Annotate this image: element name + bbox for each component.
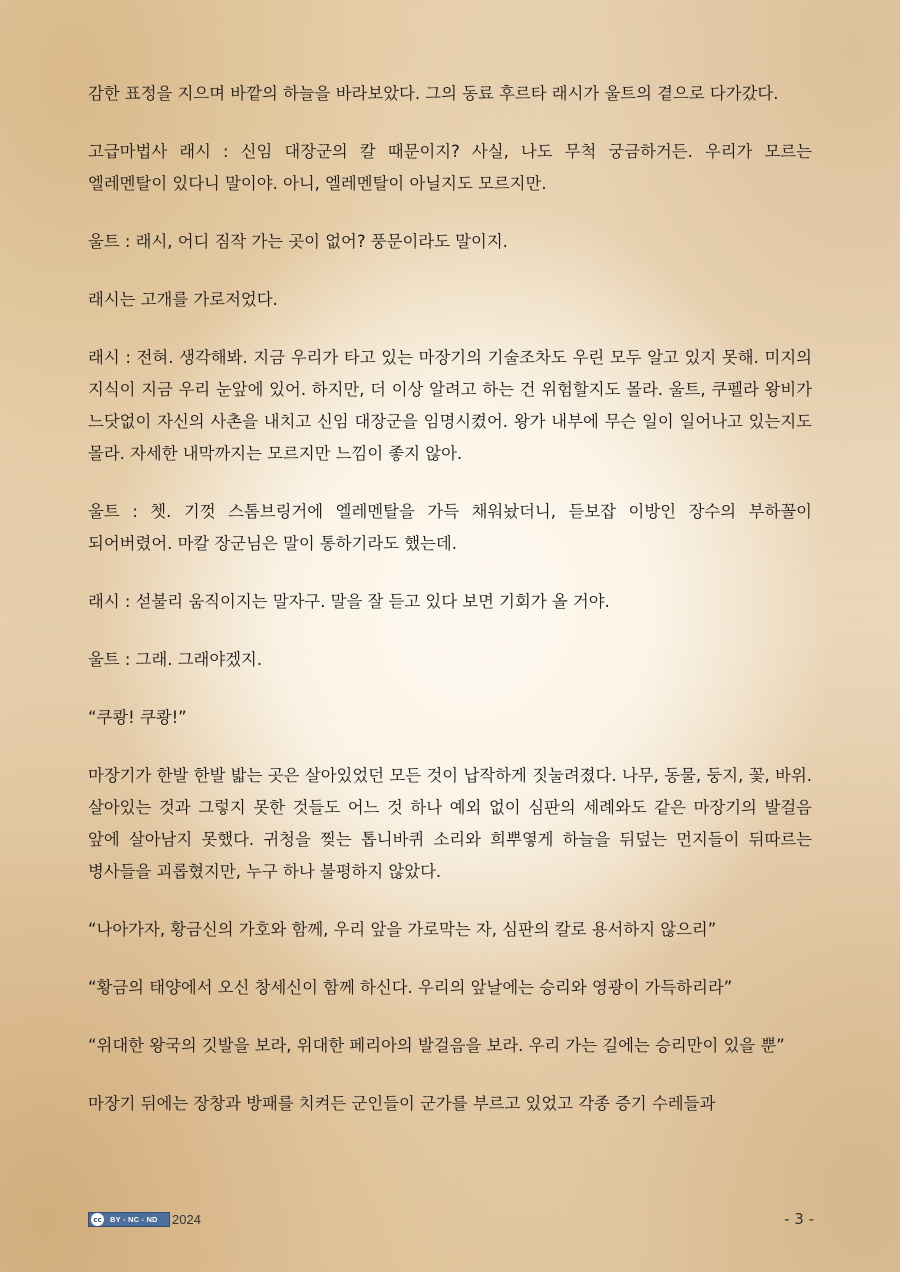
license-year: 2024: [172, 1212, 201, 1227]
paragraph-8: 울트 : 그래. 그래야겠지.: [88, 650, 263, 669]
paragraph-10: 마장기가 한발 한발 밟는 곳은 살아있었던 모든 것이 납작하게 짓눌려졌다. 나무, 동물, 둥지, 꽃, 바위. 살아있는 것과 그렇지 못한 것들도 어느 것 하나 예외 없이 심판의 세례와도 같은 마장기의 발걸음 앞에 살아남지 못했다. 귀청을 찢는 톱니바퀴 소리와 희뿌옇게 하늘을 뒤덮는 먼지들이 뒤따르는 병사들을 괴롭혔지만, 누구 하나 불평하지 않았다.: [88, 766, 812, 881]
paragraph-5: 래시 : 전혀. 생각해봐. 지금 우리가 타고 있는 마장기의 기술조차도 우린 모두 알고 있지 못해. 미지의 지식이 지금 우리 눈앞에 있어. 하지만, 더 이상 알려고 하는 건 위험할지도 몰라. 울트, 쿠펠라 왕비가 느닷없이 자신의 사촌을 내치고 신임 대장군을 임명시켰어. 왕가 내부에 무슨 일이 일어나고 있는지도 몰라. 자세한 내막까지는 모르지만 느낌이 좋지 않아.: [88, 348, 812, 463]
paragraph-11: “나아가자, 황금신의 가호와 함께, 우리 앞을 가로막는 자, 심판의 칼로 용서하지 않으리”: [88, 920, 717, 939]
paragraph-14: 마장기 뒤에는 장창과 방패를 치켜든 군인들이 군가를 부르고 있었고 각종 증기 수레들과: [88, 1094, 716, 1113]
document-body: [88, 78, 812, 1146]
page-number: - 3 -: [784, 1210, 814, 1228]
license-text: BY - NC - ND: [110, 1215, 158, 1224]
creative-commons-icon: cc: [91, 1213, 104, 1226]
paragraph-1: 감한 표정을 지으며 바깥의 하늘을 바라보았다. 그의 동료 후르타 래시가 울트의 곁으로 다가갔다.: [88, 84, 779, 103]
paragraph-12: “황금의 태양에서 오신 창세신이 함께 하신다. 우리의 앞날에는 승리와 영광이 가득하리라”: [88, 978, 733, 997]
paragraph-9: “쿠쾅! 쿠쾅!”: [88, 708, 187, 727]
paragraph-6: 울트 : 쳇. 기껏 스톰브링거에 엘레멘탈을 가득 채워놨더니, 듣보잡 이방인 장수의 부하꼴이 되어버렸어. 마칼 장군님은 말이 통하기라도 했는데.: [88, 502, 812, 553]
license-footer: [88, 1212, 201, 1227]
paragraph-13: “위대한 왕국의 깃발을 보라, 위대한 페리아의 발걸음을 보라. 우리 가는 길에는 승리만이 있을 뿐”: [88, 1036, 785, 1055]
paragraph-7: 래시 : 섣불리 움직이지는 말자구. 말을 잘 듣고 있다 보면 기회가 올 거야.: [88, 592, 610, 611]
paragraph-2: 고급마법사 래시 : 신임 대장군의 칼 때문이지? 사실, 나도 무척 궁금하거든. 우리가 모르는 엘레멘탈이 있다니 말이야. 아니, 엘레멘탈이 아닐지도 모르지만.: [88, 142, 812, 193]
paragraph-3: 울트 : 래시, 어디 짐작 가는 곳이 없어? 풍문이라도 말이지.: [88, 232, 508, 251]
paragraph-4: 래시는 고개를 가로저었다.: [88, 290, 278, 309]
cc-license-badge: [88, 1212, 170, 1227]
